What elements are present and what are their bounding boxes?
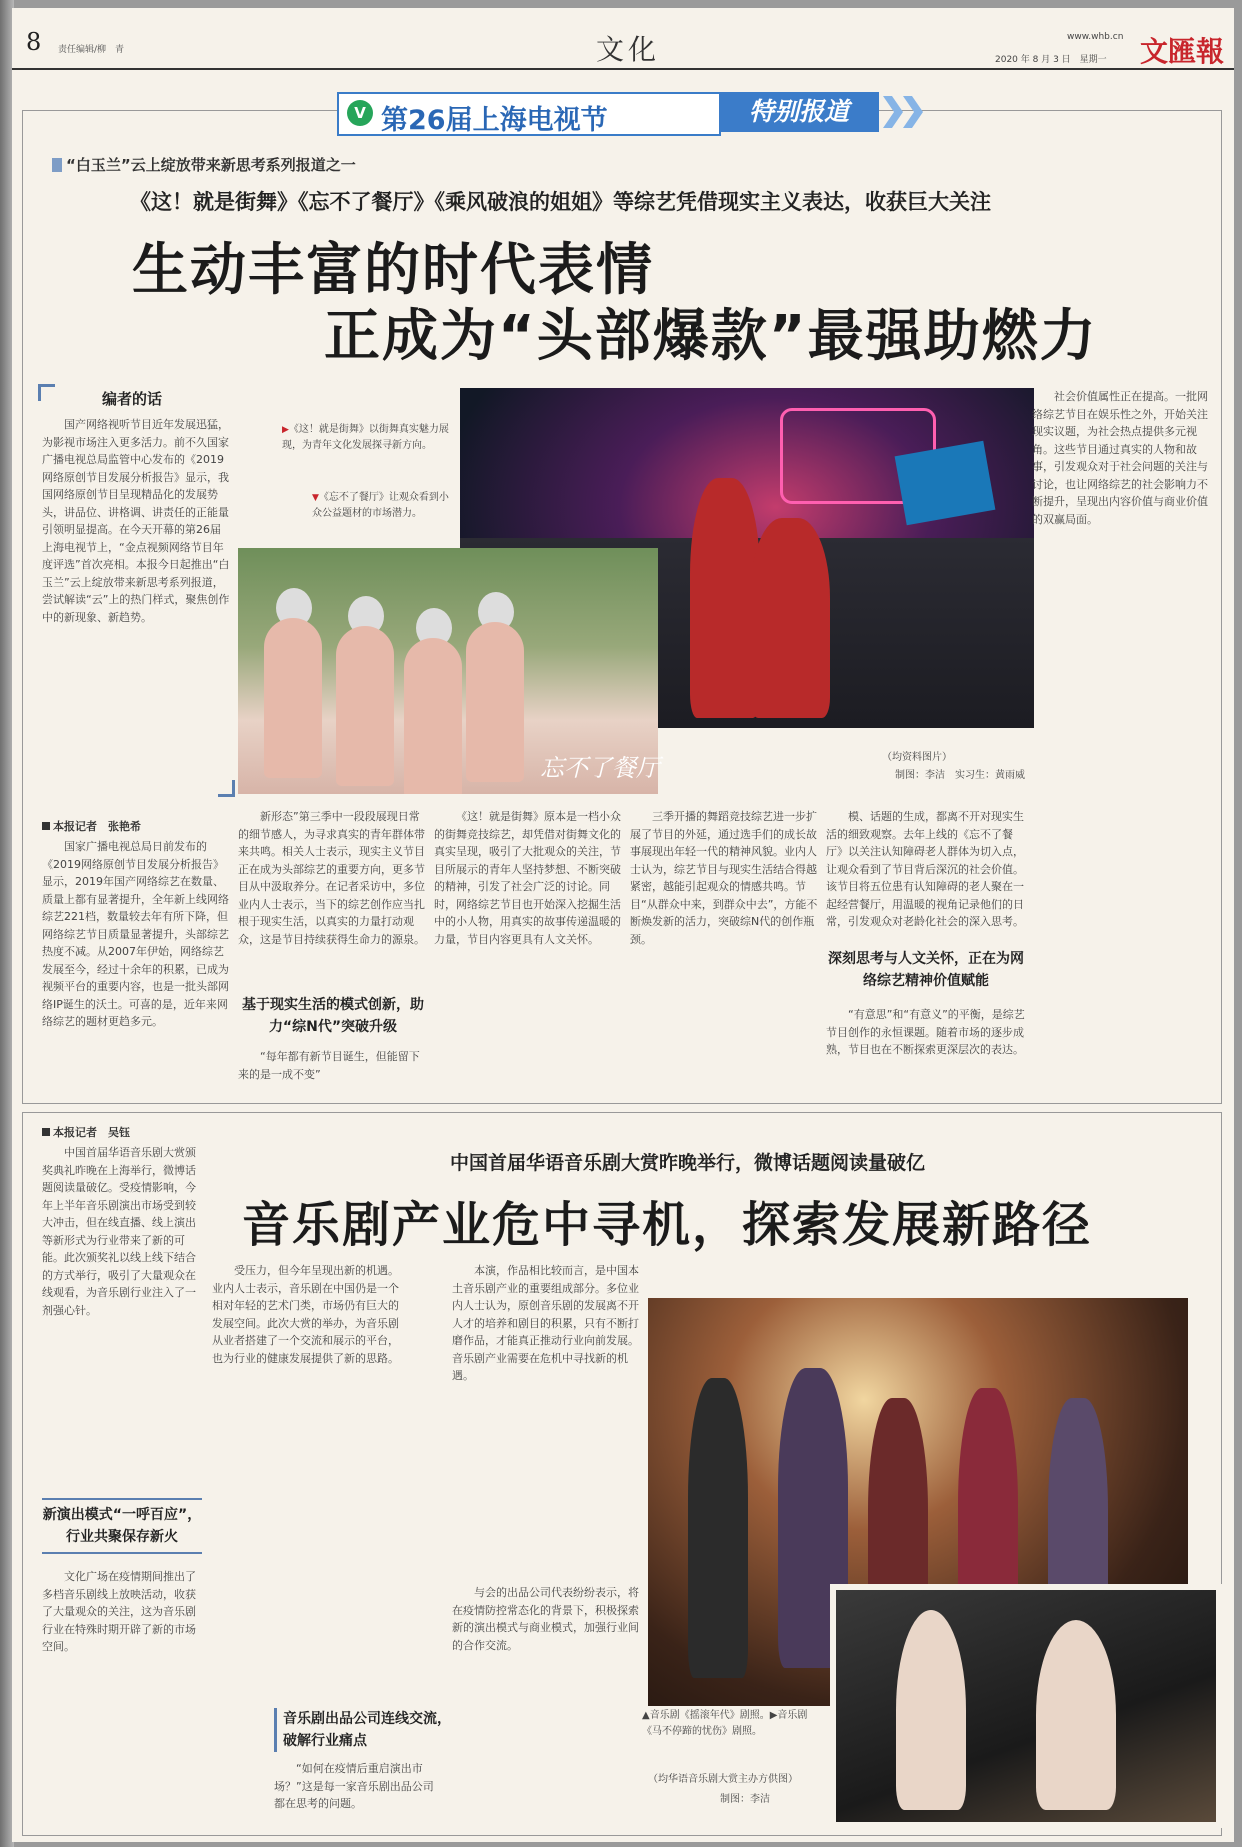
editor-note-title: 编者的话 — [102, 390, 163, 408]
article2-column-3b: 与会的出品公司代表纷纷表示，将在疫情防控常态化的背景下，积极探索新的演出模式与商业模式，加强行业间的合作交流。 — [452, 1586, 639, 1652]
article1-byline: 本报记者 张艳希 — [42, 818, 141, 834]
article1-column-1: 国家广播电视总局日前发布的《2019网络原创节目发展分析报告》显示，2019年国产网络综艺在数量、质量上都有显著提升，全年新上线网络综艺221档，数量较去年有所下降，但网络综艺节目质量显著提升，头部综艺热度不减。从2007年伊始，网络综艺发展至今，经过十余年的积累，已成为视频平台的重要内容，也是一批头部网络IP诞生的沃土。可喜的是，近年来网络综艺的题材更趋多元。 — [42, 840, 229, 1028]
issue-date: 2020 年 8 月 3 日 星期一 — [995, 55, 1107, 65]
banner-tag: 特别报道 — [719, 92, 879, 132]
chevron-right-icon — [903, 96, 923, 128]
banner-title: 第26届上海电视节 — [381, 105, 608, 136]
person-figure — [264, 618, 322, 778]
article1-column-2b: “每年都有新节目诞生，但能留下来的是一成不变” — [238, 1050, 420, 1081]
series-label — [52, 154, 356, 175]
person-figure — [466, 622, 524, 782]
article2-headline: 音乐剧产业危中寻机，探索发展新路径 — [242, 1197, 1093, 1253]
photo-credit: （均资料图片） — [882, 752, 952, 763]
editor-note — [42, 388, 230, 788]
article2-byline: 本报记者 吴钰 — [42, 1124, 130, 1140]
photo-caption-dance: ▶《这！就是街舞》以街舞真实魅力展现，为青年文化发展探寻新方向。 — [282, 422, 454, 454]
editor-line: 责任编辑/柳 青 — [58, 45, 125, 55]
article1-column-3: 《这！就是街舞》原本是一档小众的街舞竞技综艺，却凭借对街舞文化的真实呈现，吸引了大批观众的关注，节目所展示的青年人坚持梦想、不断突破的精神，引发了社会广泛的讨论。同时，网络综艺节目也开始深入挖掘生活中的小人物，用真实的故事传递温暖的力量，节目内容更具有人文关怀。 — [434, 810, 621, 946]
chevron-right-icon — [883, 96, 903, 128]
arrow-right-icon: ▶ — [282, 425, 289, 435]
editor-note-text: 国产网络视听节目近年发展迅猛，为影视市场注入更多活力。前不久国家广播电视总局监管中心发布的《2019网络原创节目发展分析报告》显示，我国网络原创节目呈现精品化的发展势头，讲品位、讲格调、讲责任的正能量引领明显提高。在今天开幕的第26届上海电视节上，“金点视频网络节目年度评选”首次亮相。本报今日起推出“白玉兰”云上绽放带来新思考系列报道，尝试解读“云”上的热门样式，聚焦创作中的新现象、新趋势。 — [42, 418, 230, 624]
article1-column-5b: “有意思”和“有意义”的平衡，是综艺节目创作的永恒课题。随着市场的逐步成熟，节目也在不断探索更深层次的表达。 — [826, 1008, 1025, 1056]
article1-subhead-2: 深刻思考与人文关怀，正在为网络综艺精神价值赋能 — [828, 951, 1024, 989]
article1-column-2: 新形态”第三季中一段段展现日常的细节感人，为寻求真实的青年群体带来共鸣。相关人士表示，现实主义节目正在成为头部综艺的重要方向，更多节目从中汲取养分。在记者采访中，多位业内人士表示，当下的综艺创作应当扎根于现实生活，以真实的力量打动观众，这是节目持续获得生命力的源泉。 — [238, 810, 425, 946]
sorrow-musical-photo — [830, 1584, 1222, 1828]
page-number: 8 — [26, 28, 42, 56]
photo-caption-restaurant: ▼《忘不了餐厅》让观众看到小众公益题材的市场潜力。 — [312, 490, 454, 522]
article2-column-1b: 文化广场在疫情期间推出了多档音乐剧线上放映活动，收获了大量观众的关注，这为音乐剧行业在特殊时期开辟了新的市场空间。 — [42, 1570, 196, 1653]
performer-figure — [688, 1378, 748, 1678]
masthead — [12, 8, 1234, 70]
article2-subhead-1: 新演出模式“一呼百应”，行业共聚保存新火 — [42, 1498, 202, 1554]
series-bar-icon — [52, 158, 62, 172]
byline-square-icon — [42, 822, 50, 830]
stage-sign — [895, 441, 996, 526]
series-text: “白玉兰”云上绽放带来新思考系列报道之一 — [66, 156, 356, 174]
article1-subhead-1: 基于现实生活的模式创新，助力“综N代”突破升级 — [242, 997, 424, 1035]
performer-figure — [1036, 1620, 1116, 1810]
article2-graphic-credit: 制图：李洁 — [720, 1794, 770, 1805]
dancer-figure — [750, 518, 830, 718]
article2-photo-credit: （均华语音乐剧大赏主办方供图） — [648, 1774, 798, 1785]
article1-headline-line1: 生动丰富的时代表情 — [132, 238, 654, 303]
section-title: 文化 — [596, 33, 661, 66]
corner-bracket-icon — [218, 780, 235, 797]
article1-headline-line2: 正成为“头部爆款”最强助燃力 — [324, 304, 1098, 369]
corner-bracket-icon — [38, 384, 55, 401]
article2-column-1: 中国首届华语音乐剧大赏颁奖典礼昨晚在上海举行，微博话题阅读量破亿。受疫情影响，今年上半年音乐剧演出市场受到较大冲击，但在线直播、线上演出等新形式为行业带来了新的可能。此次颁奖礼以线上线下结合的方式举行，吸引了大量观众在线观看，为音乐剧行业注入了一剂强心针。 — [42, 1146, 196, 1317]
article1-column-6: 社会价值属性正在提高。一批网络综艺节目在娱乐性之外，开始关注现实议题，为社会热点提供多元视角。这些节目通过真实的人物和故事，引发观众对于社会问题的关注与讨论，也让网络综艺的社会影响力不断提升，呈现出内容价值与商业价值的双赢局面。 — [1032, 390, 1208, 526]
banner-title-box — [337, 92, 721, 136]
article2-subhead-2: 音乐剧出品公司连线交流，破解行业痛点 — [274, 1708, 453, 1752]
newspaper-page — [12, 8, 1234, 1842]
article2-column-2: 受压力，但今年呈现出新的机遇。业内人士表示，音乐剧在中国仍是一个相对年轻的艺术门类，市场仍有巨大的发展空间。此次大赏的举办，为音乐剧从业者搭建了一个交流和展示的平台，也为行业的健康发展提供了新的思路。 — [212, 1264, 399, 1365]
person-figure — [336, 626, 394, 786]
graphic-credit: 制图：李洁 实习生：黄雨威 — [895, 770, 1025, 781]
article1-kicker: 《这！就是街舞》《忘不了餐厅》《乘风破浪的姐姐》等综艺凭借现实主义表达，收获巨大关注 — [130, 190, 991, 214]
performer-figure — [896, 1610, 966, 1810]
article2-column-2b: “如何在疫情后重启演出市场？”这是每一家音乐剧出品公司都在思考的问题。 — [274, 1762, 434, 1810]
show-logo-watermark: 忘不了餐厅 — [540, 754, 660, 782]
festival-banner — [337, 92, 922, 136]
article1-column-5: 模、话题的生成，都离不开对现实生活的细致观察。去年上线的《忘不了餐厅》以关注认知障碍老人群体为切入点，让观众看到了节目背后深沉的社会价值。该节目将五位患有认知障碍的老人聚在一起经营餐厅，用温暖的视角记录他们的日常，引发观众对老龄化社会的深入思考。 — [826, 810, 1024, 928]
byline-square-icon — [42, 1128, 50, 1136]
arrow-down-icon: ▼ — [312, 493, 319, 503]
website[interactable]: www.whb.cn — [1067, 32, 1124, 42]
festival-logo-icon: V — [347, 100, 373, 126]
person-figure — [404, 638, 462, 794]
article2-kicker: 中国首届华语音乐剧大赏昨晚举行，微博话题阅读量破亿 — [450, 1152, 926, 1174]
article2-photo-caption: ▲音乐剧《摇滚年代》剧照。▶音乐剧《马不停蹄的忧伤》剧照。 — [642, 1708, 822, 1740]
article2-column-3: 本演，作品相比较而言，是中国本土音乐剧产业的重要组成部分。多位业内人士认为，原创音乐剧的发展离不开人才的培养和剧目的积累，只有不断打磨作品，才能真正推动行业向前发展。音乐剧产业需要在危机中寻找新的机遇。 — [452, 1264, 639, 1382]
article1-column-4: 三季开播的舞蹈竞技综艺进一步扩展了节目的外延，通过选手们的成长故事展现出年轻一代的精神风貌。业内人士认为，综艺节目与现实生活结合得越紧密，越能引起观众的情感共鸣。节目“从群众中来，到群众中去”，方能不断焕发新的活力，突破综N代的创作瓶颈。 — [630, 810, 818, 946]
newspaper-logo: 文匯報 — [1140, 35, 1225, 68]
